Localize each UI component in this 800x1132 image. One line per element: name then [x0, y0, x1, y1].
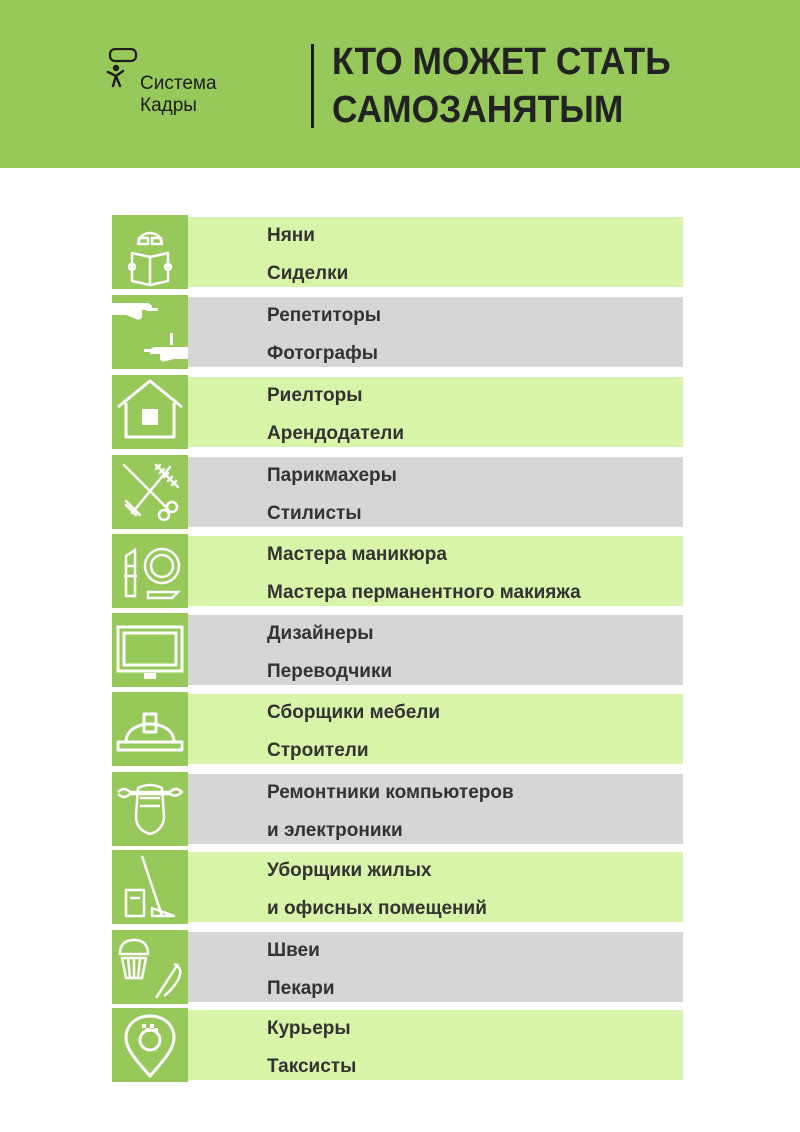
- pointing-hands-icon: [112, 295, 188, 369]
- list-item-line2: Сиделки: [267, 263, 349, 284]
- list-item-line2: Фотографы: [267, 343, 378, 364]
- list-item-line1: Уборщики жилых: [267, 860, 432, 881]
- mop-bucket-icon: [112, 850, 188, 924]
- list-item-line1: Мастера маникюра: [267, 544, 447, 565]
- list-item: [112, 455, 683, 529]
- list-item-line1: Сборщики мебели: [267, 702, 441, 723]
- list-item: [112, 1008, 683, 1082]
- list-item: [112, 613, 683, 687]
- list-item-band: [188, 932, 683, 1002]
- list-item: [112, 534, 683, 608]
- list-item-line2: Строители: [267, 740, 369, 761]
- list-item: [112, 772, 683, 846]
- list-item-line2: Арендодатели: [267, 423, 405, 444]
- wrench-fist-icon: [112, 772, 188, 846]
- list-item-band: [188, 457, 683, 527]
- page-title-line1: КТО МОЖЕТ СТАТЬ: [332, 41, 671, 83]
- mirror-lipstick-icon: [112, 534, 188, 608]
- header-divider: [311, 44, 314, 128]
- list-item-line2: Таксисты: [267, 1056, 357, 1077]
- header-banner: [0, 0, 800, 168]
- list-item-line2: Переводчики: [267, 661, 393, 682]
- list-item-band: [188, 297, 683, 367]
- list-item: [112, 375, 683, 449]
- list-item: [112, 215, 683, 289]
- list-item-line2: Мастера перманентного макияжа: [267, 582, 581, 603]
- list-item-line1: Швеи: [267, 940, 320, 961]
- list-item-line2: и офисных помещений: [267, 898, 487, 919]
- list-item-line2: и электроники: [267, 820, 403, 841]
- list-item-band: [188, 1010, 683, 1080]
- logo-text-line2: Кадры: [140, 95, 197, 116]
- list-item-line1: Парикмахеры: [267, 465, 397, 486]
- taxi-pin-icon: [112, 1008, 188, 1082]
- cupcake-needle-icon: [112, 930, 188, 1004]
- list-item: [112, 295, 683, 369]
- house-icon: [112, 375, 188, 449]
- monitor-icon: [112, 613, 188, 687]
- list-item-line1: Репетиторы: [267, 305, 382, 326]
- scissors-comb-icon: [112, 455, 188, 529]
- list-item-line1: Няни: [267, 225, 315, 246]
- logo: [104, 48, 274, 128]
- list-item-line1: Дизайнеры: [267, 623, 374, 644]
- page-title: [332, 38, 671, 134]
- list-item-band: [188, 615, 683, 685]
- list-item-line1: Курьеры: [267, 1018, 351, 1039]
- list-item-line1: Риелторы: [267, 385, 363, 406]
- logo-person-icon: [104, 48, 144, 88]
- page-title-line2: САМОЗАНЯТЫМ: [332, 89, 624, 131]
- list-item-line1: Ремонтники компьютеров: [267, 782, 514, 803]
- hard-hat-icon: [112, 692, 188, 766]
- reading-person-icon: [112, 215, 188, 289]
- list-item: [112, 692, 683, 766]
- list-item-line2: Пекари: [267, 978, 335, 999]
- list-item: [112, 930, 683, 1004]
- list-item-band: [188, 217, 683, 287]
- list-item: [112, 850, 683, 924]
- list-item-line2: Стилисты: [267, 503, 362, 524]
- logo-text-line1: Система: [140, 73, 217, 94]
- list-item-band: [188, 377, 683, 447]
